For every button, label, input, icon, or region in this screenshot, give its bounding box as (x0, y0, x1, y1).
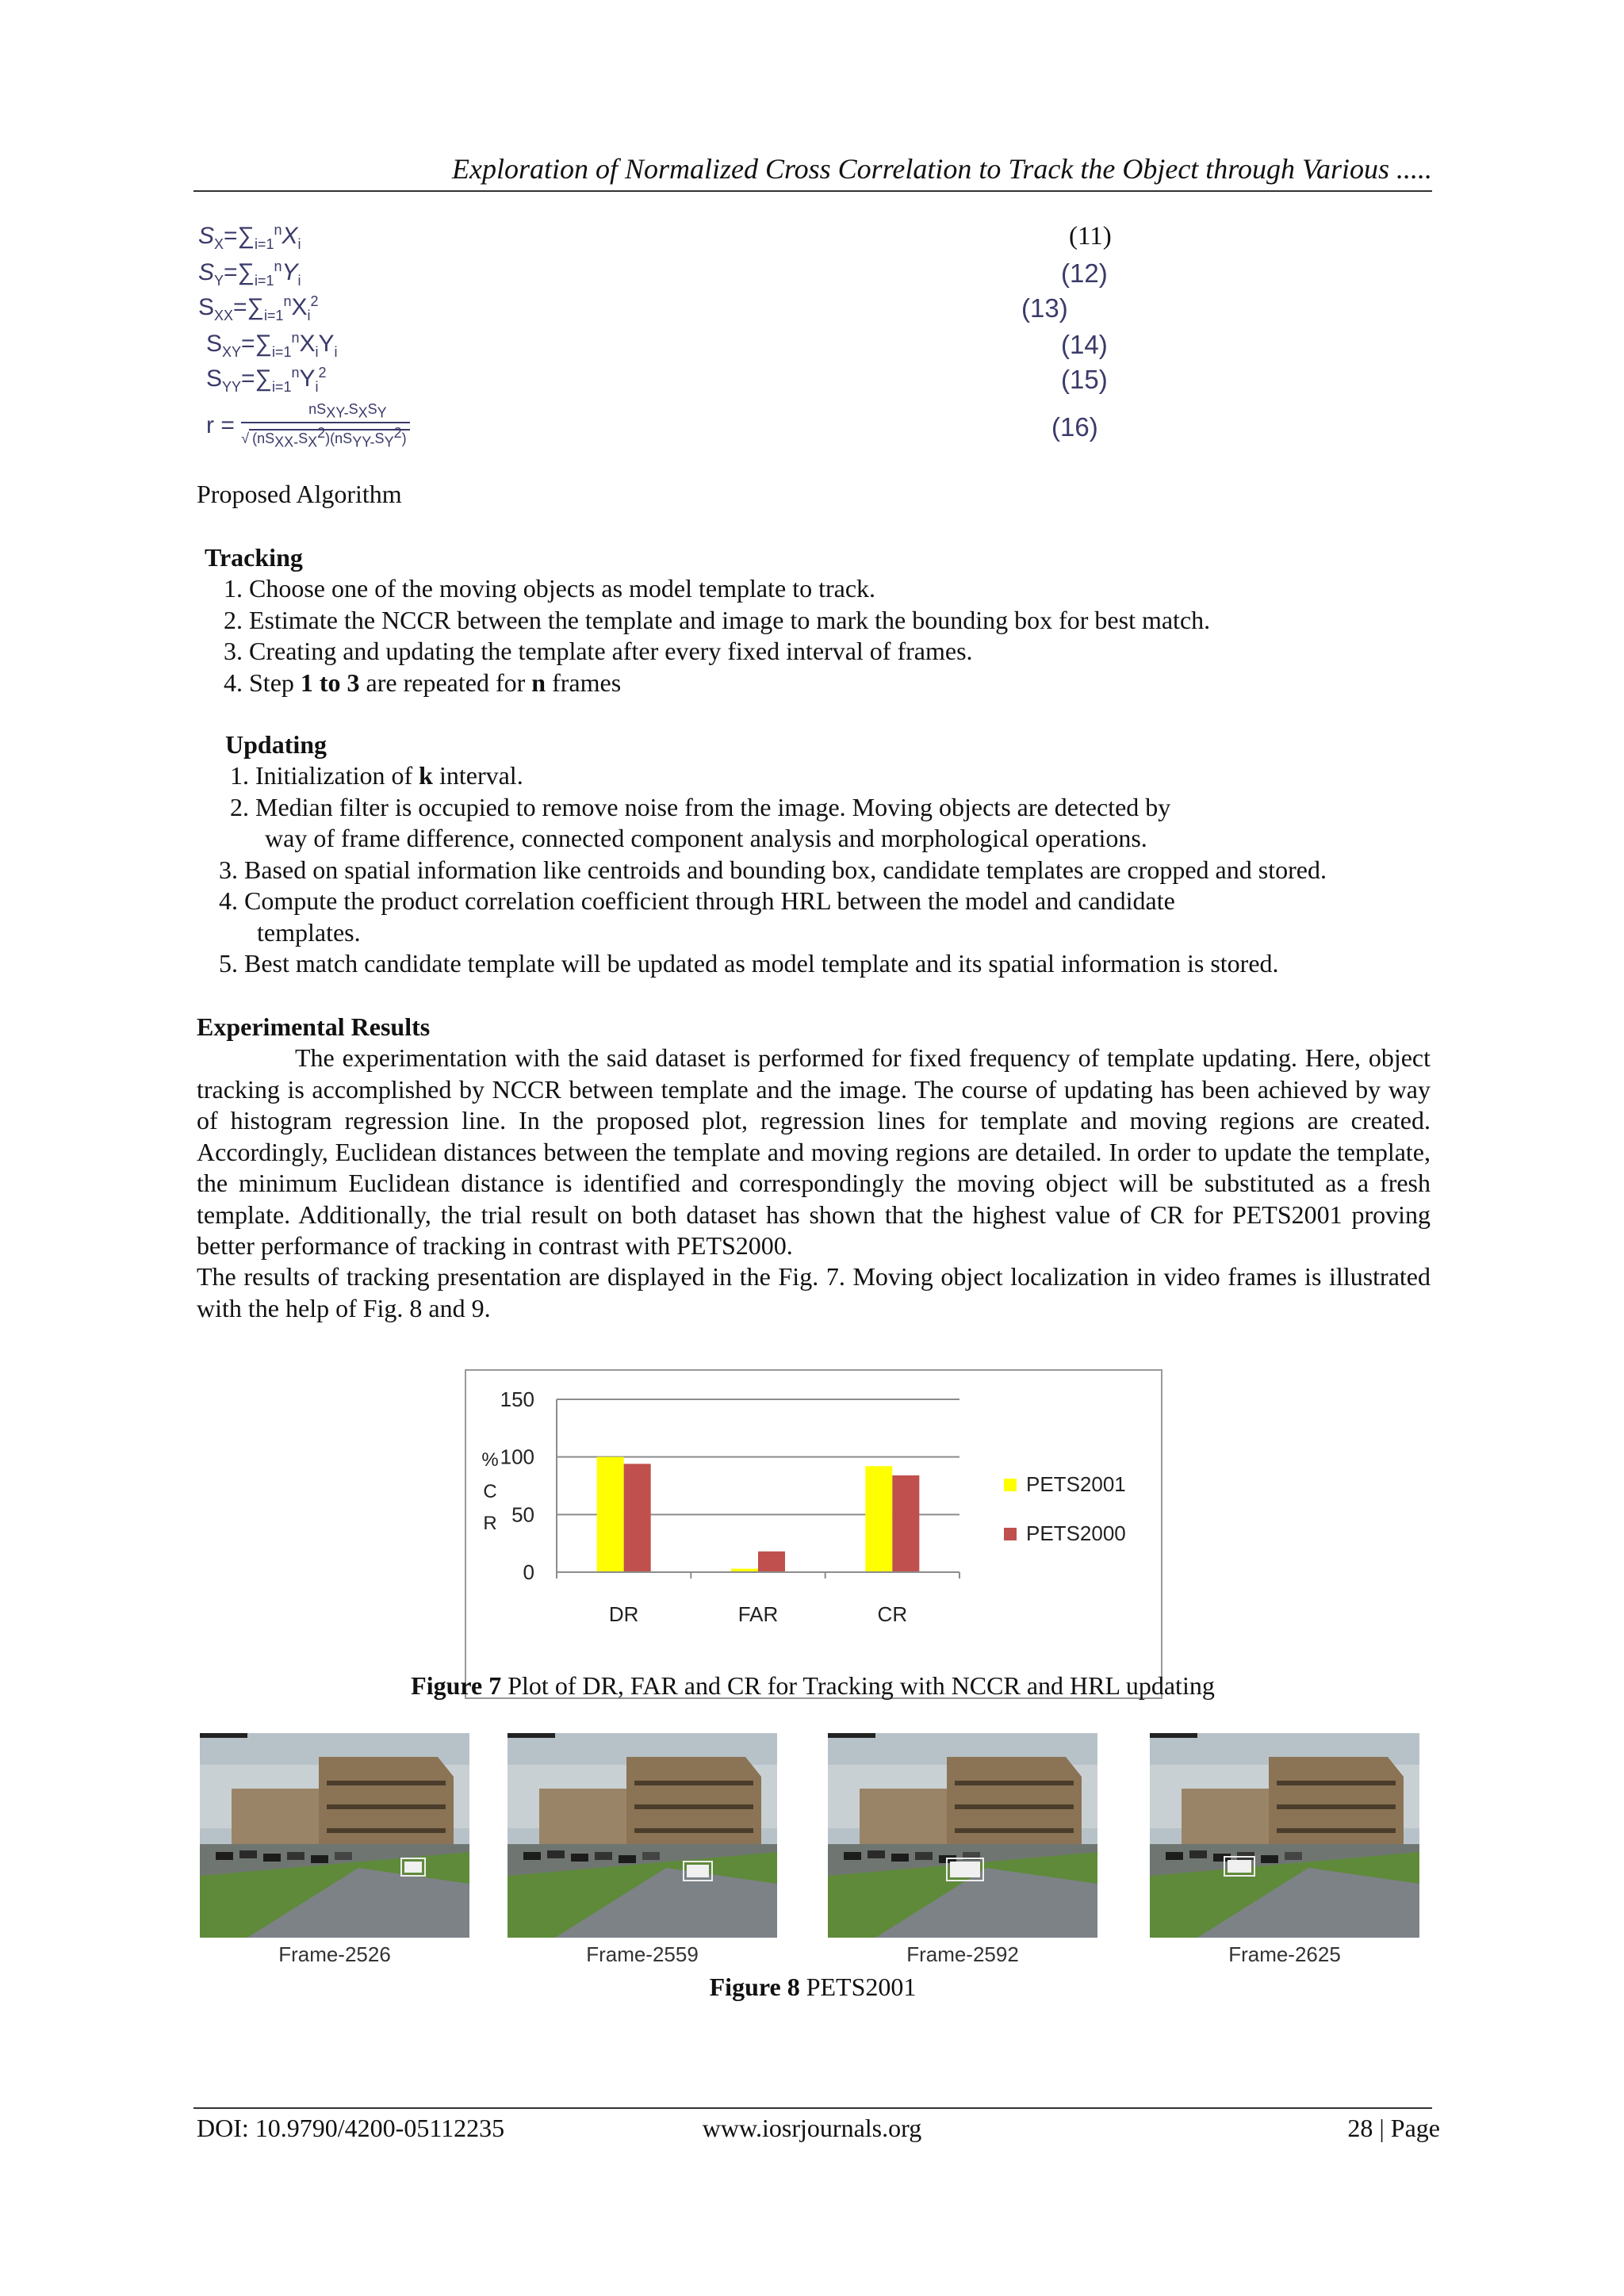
list-item: 2. Estimate the NCCR between the template and image to mark the bounding box for best match. (224, 605, 1211, 634)
experimental-heading: Experimental Results (197, 1012, 431, 1041)
list-item: 3. Based on spatial information like centroids and bounding box, candidate templates are cropped and stored. (219, 855, 1327, 884)
x-tick-label: CR (877, 1602, 908, 1626)
list-item: 3. Creating and updating the template after every fixed interval of frames. (224, 637, 973, 665)
y-tick-label: 100 (500, 1445, 534, 1469)
legend-swatch (1004, 1479, 1017, 1491)
y-axis-label: C (483, 1481, 497, 1502)
equation-16: r = $\frac{nS_{XY-}S_XS_Y}{√ (nS_{XX-}S_X^2)(nS_{YY-}S_Y^2)}$ (206, 401, 410, 450)
video-frame-image (828, 1733, 1097, 1938)
x-tick-label: FAR (737, 1602, 779, 1626)
bar (597, 1457, 624, 1572)
list-item: templates. (257, 917, 361, 947)
list-item: 2. Median filter is occupied to remove noise from the image. Moving objects are detected by (230, 792, 1171, 821)
video-frame-image (200, 1733, 469, 1938)
bar (758, 1552, 785, 1572)
y-tick-label: 50 (511, 1502, 534, 1527)
bar-chart (466, 1371, 1161, 1697)
frame-label: Frame-2559 (586, 1942, 699, 1966)
equation-number: (11) (1069, 222, 1112, 251)
x-tick-label: DR (608, 1602, 639, 1626)
list-item: 4. Compute the product correlation coefficient through HRL between the model and candidate (219, 886, 1175, 915)
bar (624, 1464, 651, 1572)
footer-page: 28 | Page (1347, 2114, 1440, 2142)
list-item: 1. Initialization of k interval. (230, 761, 523, 790)
equation-number: (12) (1061, 258, 1108, 288)
updating-steps (219, 760, 1338, 980)
equation-number: (14) (1061, 330, 1108, 359)
frame-label: Frame-2526 (278, 1942, 391, 1966)
list-item: 4. Step 1 to 3 are repeated for n frames (224, 668, 622, 697)
frame-label: Frame-2592 (906, 1942, 1019, 1966)
y-axis-label: R (483, 1513, 497, 1534)
equation-number: (13) (1021, 293, 1068, 323)
list-item: 1. Choose one of the moving objects as model template to track. (224, 574, 876, 603)
list-item: 5. Best match candidate template will be updated as model template and its spatial information is stored. (219, 949, 1279, 978)
equation-12: $S_Y=\sum_{i=1}^nY_i$ (198, 258, 301, 289)
y-tick-label: 0 (523, 1560, 534, 1584)
legend-swatch (1004, 1528, 1017, 1540)
equation-11: $S_X=\sum_{i=1}^nX_i$ (198, 222, 301, 252)
footer-site: www.iosrjournals.org (702, 2114, 922, 2142)
footer-rule (193, 2107, 1432, 2109)
y-axis-label: % (481, 1449, 499, 1471)
figure-8-caption: Figure 8 PETS2001 (709, 1973, 917, 2001)
figure-7-caption: Figure 7 Plot of DR, FAR and CR for Tracking with NCCR and HRL updating (411, 1671, 1215, 1700)
figure-7-chart (465, 1369, 1162, 1699)
legend-label: PETS2001 (1026, 1472, 1126, 1496)
tracking-heading: Tracking (205, 543, 303, 572)
tracking-steps (224, 573, 1210, 698)
equation-number: (16) (1051, 412, 1098, 442)
section-label: Proposed Algorithm (197, 480, 402, 508)
video-frame-image (508, 1733, 777, 1938)
equation-number: (15) (1061, 365, 1108, 394)
y-tick-label: 150 (500, 1387, 534, 1411)
header-rule (193, 190, 1432, 192)
list-item: way of frame difference, connected component analysis and morphological operations. (265, 824, 1147, 852)
legend-label: PETS2000 (1026, 1521, 1126, 1545)
frame-label: Frame-2625 (1228, 1942, 1341, 1966)
equation-14: $S_{XY}=\sum_{i=1}^nX_iY_i$ (206, 330, 338, 360)
bar (892, 1475, 919, 1572)
equation-13: $S_{XX}=\sum_{i=1}^nX_i^2$ (198, 293, 319, 323)
experimental-paragraph: The results of tracking presentation are displayed in the Fig. 7. Moving object localization in video frames is illustrated with the help of Fig. 8 and 9. (197, 1262, 1431, 1322)
footer-doi: DOI: 10.9790/4200-05112235 (197, 2114, 505, 2142)
video-frame-image (1150, 1733, 1419, 1938)
updating-heading: Updating (225, 730, 327, 759)
running-title: Exploration of Normalized Cross Correlation to Track the Object through Various ..... (451, 153, 1432, 185)
experimental-paragraph: The experimentation with the said dataset is performed for fixed frequency of template updating. Here, object tracking is accomplished by NCCR between template and the image. The course of updating has been achieved by way of histogram regression line. In the proposed plot, regression lines for template and moving regions are created. Accordingly, Euclidean distances between the template and moving regions are detailed. In order to update the template, the minimum Euclidean distance is identified and correspondingly the moving object will be substituted as a fresh template. Additionally, the trial result on both dataset has shown that the highest value of CR for PETS2001 proving better performance of tracking in contrast with PETS2000. (197, 1043, 1431, 1260)
equation-15: $S_{YY}=\sum_{i=1}^nY_i^2$ (206, 365, 327, 395)
bar (865, 1466, 892, 1572)
